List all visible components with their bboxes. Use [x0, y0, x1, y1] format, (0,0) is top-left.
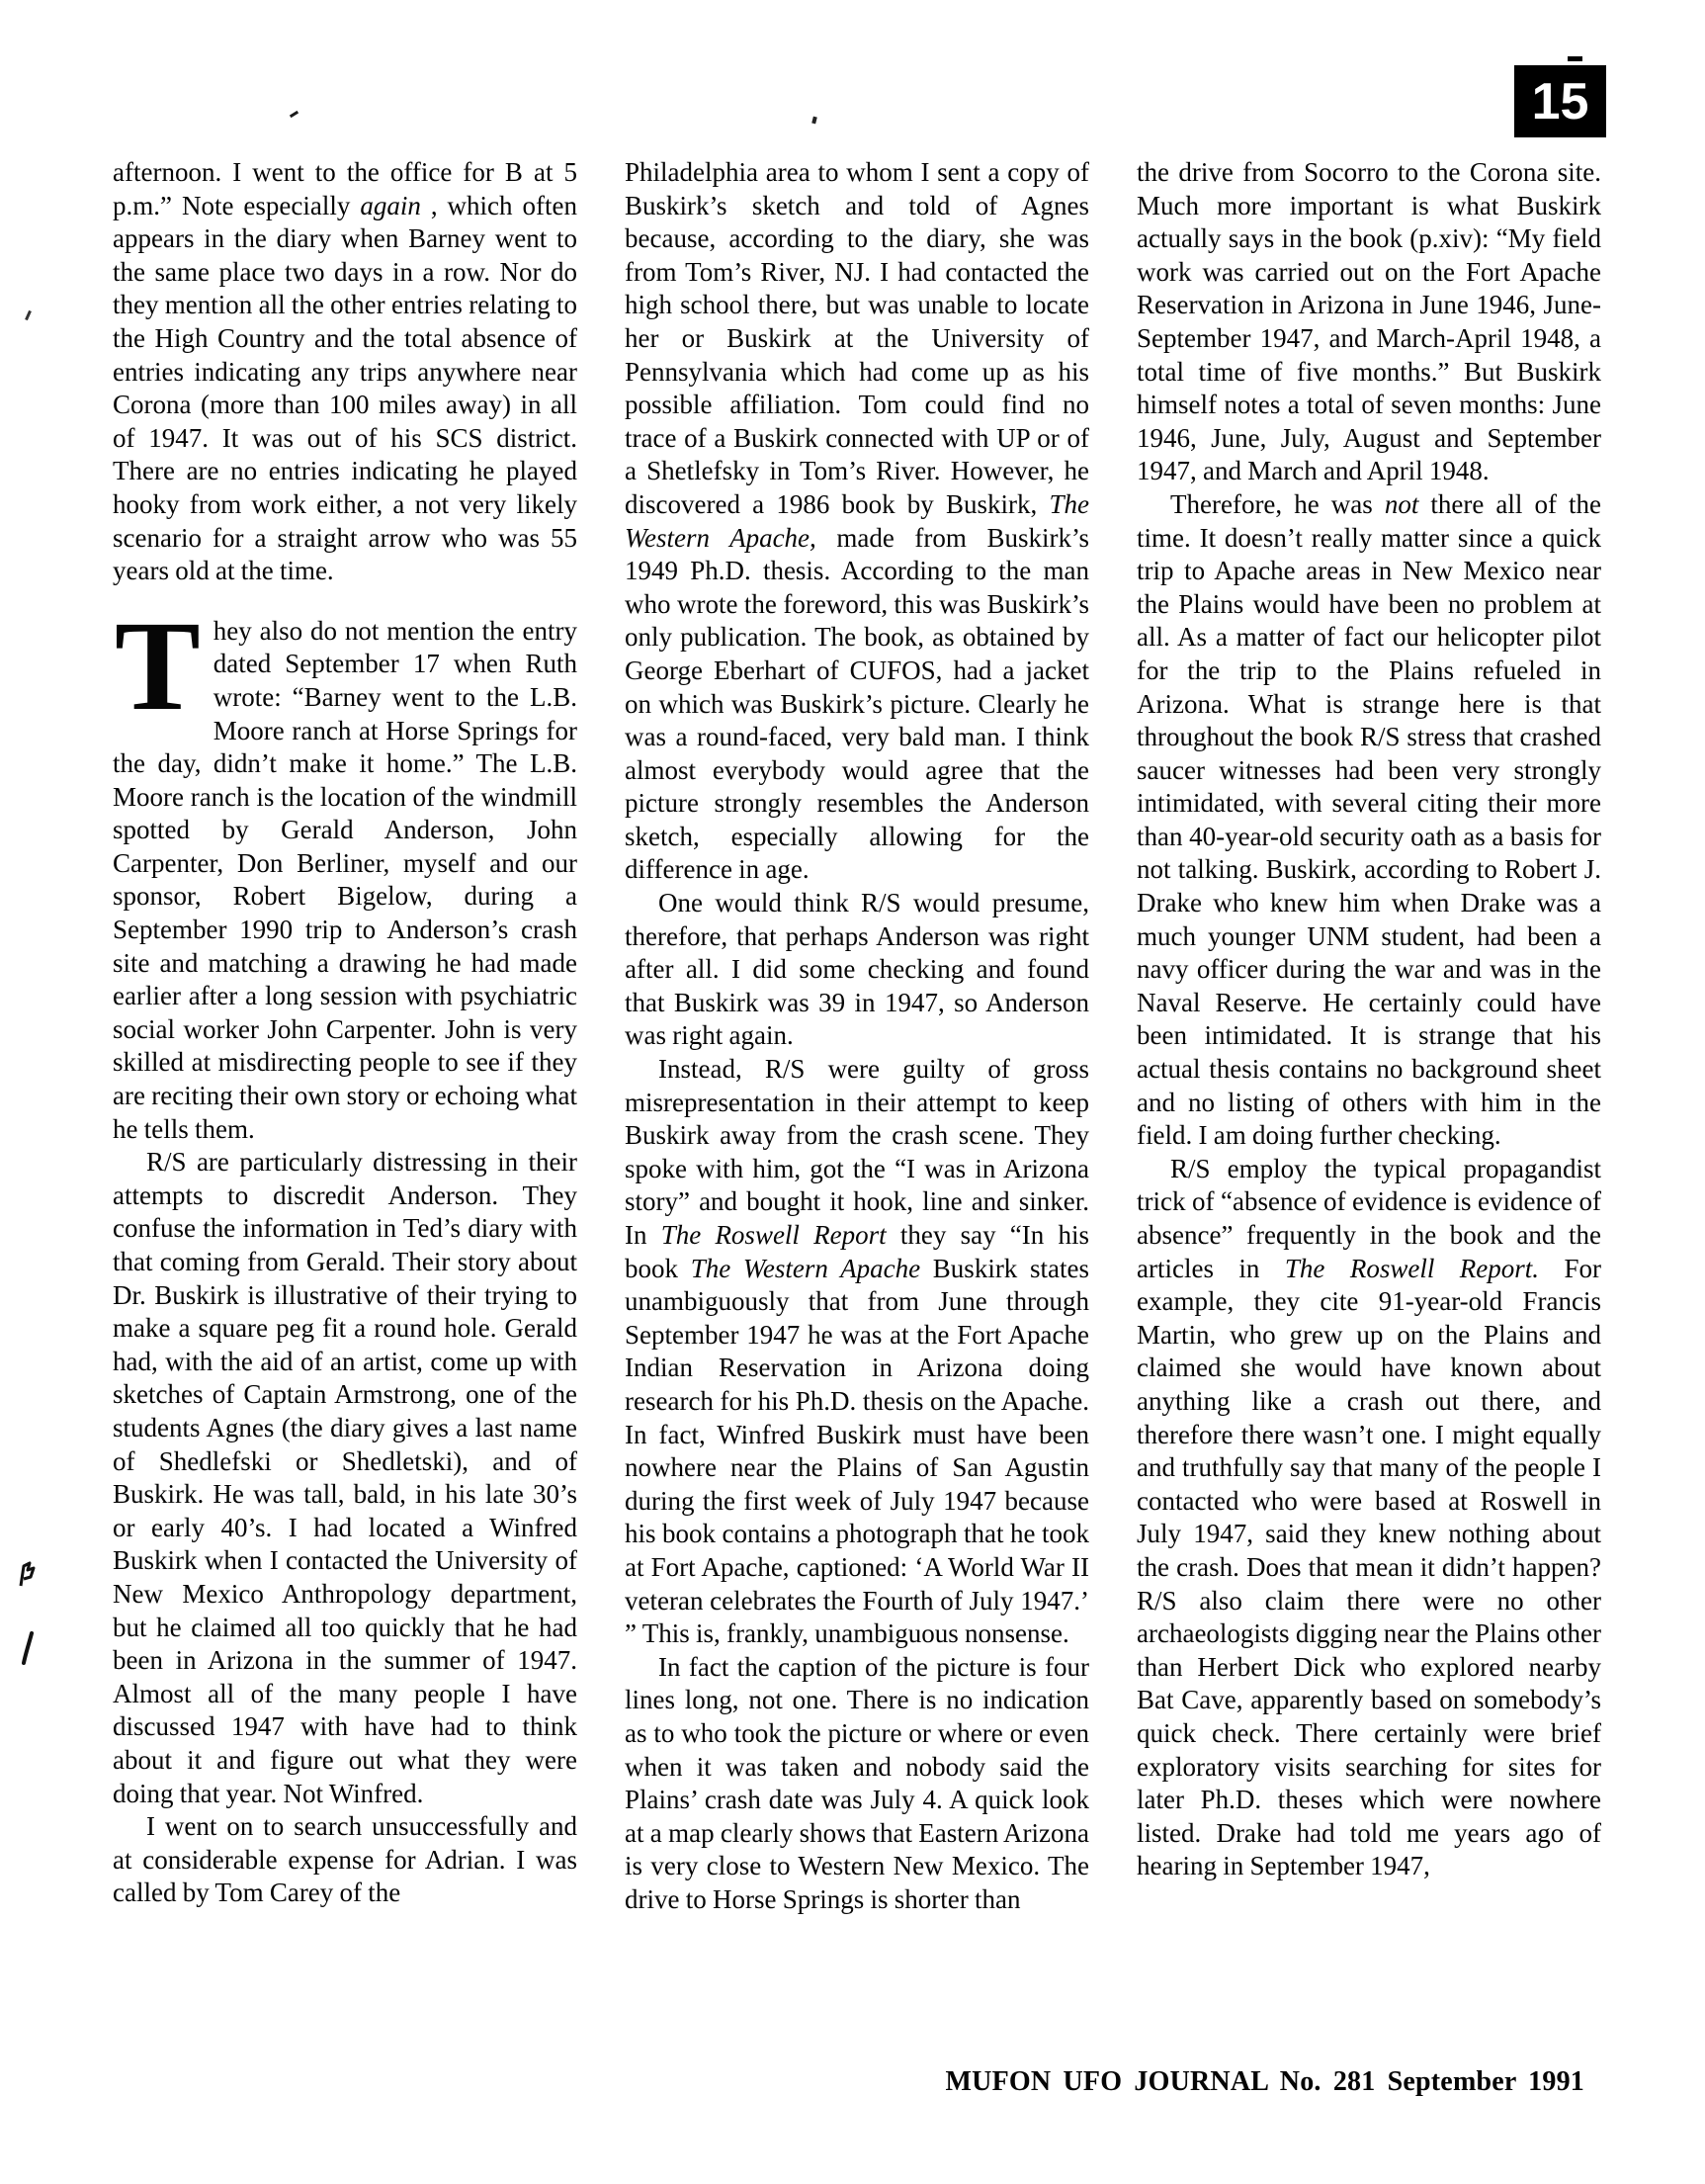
text-run: Instead, R/S were guilty of gross misrepresentation in their attempt to keep Buskirk away from the crash scene. They spoke with him, got the “I was in Arizona story” and bought it hook, line and sinker. In — [625, 1054, 1089, 1250]
text-run: R/S are particularly distressing in their attempts to discredit Anderson. They confuse the information in Ted’s diary with that coming from Gerald. Their story about Dr. Buskirk is illustrative of their trying to make a square peg fit a round hole. Gerald had, with the aid of an artist, come up with sketches of Captain Armstrong, one of the students Agnes (the diary gives a last name of Shedlefski or Shedletski), and of Buskirk. He was tall, bald, in his late 30’s or early 40’s. I had located a Winfred Buskirk when I contacted the University of New Mexico Anthropology department, but he claimed all too quickly that he had been in Arizona in the summer of 1947. Almost all of the many people I have discussed 1947 with have had to think about it and figure out what they were doing that year. Not Winfred. — [113, 1147, 577, 1808]
italic-text-run: again — [360, 190, 421, 220]
text-run: there all of the time. It doesn’t really matter since a quick trip to Apache areas in New Mexico near the Plains would have been no problem at all. As a matter of fact our helicopter pilot for the trip to the Plains refueled in Arizona. What is strange here is that throughout the book R/S stress that crashed saucer witnesses had been very strongly intimidated, with several citing their more than 40-year-old security oath as a basis for not talking. Buskirk, according to Robert J. Drake who knew him when Drake was a much younger UNM student, had been a navy officer during the war and was in the Naval Reserve. He certainly could have been intimidated. It is strange that his actual thesis contains no background sheet and no listing of others with him in the field. I am doing further checking. — [1137, 488, 1601, 1151]
page-number-badge — [1514, 65, 1606, 137]
text-run: Buskirk states unambiguously that from June through September 1947 he was at the Fort Apache Indian Reservation in Arizona doing research for his Ph.D. thesis on the Apache. In fact, Winfred Buskirk must have been nowhere near the Plains of San Agustin during the first week of July 1947 because his book contains a photograph that he took at Fort Apache, captioned: ‘A World War II veteran celebrates the Fourth of July 1947.’ ” This is, frankly, unambiguous nonsense. — [625, 1253, 1089, 1649]
text-run: hey also do not mention the entry dated September 17 when Ruth wrote: “Barney went to the L.B. Moore ranch at Horse Springs for the day, didn’t make it home.” The L.B. Moore ranch is the location of the windmill spotted by Gerald Anderson, John Carpenter, Don Berliner, myself and our sponsor, Robert Bigelow, during a September 1990 trip to Anderson’s crash site and matching a drawing he had made earlier after a long session with psychiatric social worker John Carpenter. John is very skilled at misdirecting people to see if they are reciting their own story or echoing what he tells them. — [113, 615, 577, 1144]
text-column-left — [113, 156, 577, 1910]
text-run: I went on to search unsuccessfully and at considerable expense for Adrian. I was called by Tom Carey of the — [113, 1811, 577, 1908]
paragraph — [625, 887, 1089, 1053]
scan-artifact-tick — [290, 111, 298, 118]
italic-text-run: not — [1384, 488, 1419, 519]
scan-artifact-speck — [25, 310, 32, 320]
scan-artifact-flag-mark — [16, 1560, 40, 1588]
text-run: One would think R/S would presume, therefore, that perhaps Anderson was right after all. I did some checking and found that Buskirk was 39 in 1947, so Anderson was right again. — [625, 888, 1089, 1051]
dropcap-letter: T — [115, 594, 201, 738]
italic-text-run: The Western Apache — [690, 1253, 921, 1283]
paragraph — [113, 594, 577, 1147]
text-run: In fact the caption of the picture is four lines long, not one. There is no indication as to who took the picture or where or even when it was taken and nobody said the Plains’ crash date was July 4. A quick look at a map clearly shows that Eastern Arizona is very close to Western New Mexico. The drive to Horse Springs is shorter than — [625, 1651, 1089, 1914]
text-run: R/S employ the typical propagandist trick of “absence of evidence is evidence of absence” frequently in the book and the articles in — [1137, 1153, 1601, 1283]
text-run: Philadelphia area to whom I sent a copy of Buskirk’s sketch and told of Agnes because, according to the diary, she was from Tom’s River, NJ. I had contacted the high school there, but was unable to locate her or Buskirk at the University of Pennsylvania which had come up as his possible affiliation. Tom could find no trace of a Buskirk connected with UP or of a Shetlefsky in Tom’s River. However, he discovered a 1986 book by Buskirk, — [625, 157, 1089, 519]
paragraph — [113, 156, 577, 588]
text-run: made from Buskirk’s 1949 Ph.D. thesis. According to the man who wrote the foreword, this was Buskirk’s only publication. The book, as obtained by George Eberhart of CUFOS, had a jacket on which was Buskirk’s picture. Clearly he was a round-faced, very bald man. I think almost everybody would agree that the picture strongly resembles the Anderson sketch, especially allowing for the difference in age. — [625, 522, 1089, 885]
scan-artifact-slash-mark — [20, 1631, 36, 1665]
italic-text-run: The Roswell Report. — [1284, 1253, 1540, 1283]
text-run: Therefore, he was — [1170, 488, 1385, 519]
scan-artifact-badge-dash — [1568, 56, 1582, 61]
paragraph — [1137, 1153, 1601, 1883]
paragraph — [625, 156, 1089, 887]
paragraph — [625, 1053, 1089, 1651]
paragraph — [113, 1810, 577, 1910]
article-body — [113, 156, 1601, 1916]
italic-text-run: The Roswell Report — [660, 1220, 887, 1250]
paragraph — [1137, 488, 1601, 1153]
journal-footer: MUFON UFO JOURNAL No. 281 September 1991 — [945, 2066, 1584, 2097]
paragraph — [1137, 156, 1601, 488]
scan-artifact-dot — [811, 117, 817, 125]
italic-text-run: The Western Apache, — [625, 488, 1089, 553]
text-run: they say “In his book — [625, 1220, 1090, 1283]
text-column-middle — [625, 156, 1089, 1916]
text-run: afternoon. I went to the office for B at 5 p.m.” Note especially — [113, 157, 577, 220]
text-run: , which often appears in the diary when Barney went to the same place two days in a row. Nor do they mention all the other entries relating to the High Country and the total absence of entries indicating any trips anywhere near Corona (more than 100 miles away) in all of 1947. It was out of his SCS district. There are no entries indicating he played hooky from work either, a not very likely scenario for a straight arrow who was 55 years old at the time. — [113, 190, 577, 586]
page-number: 15 — [1531, 72, 1589, 131]
paragraph — [113, 1146, 577, 1810]
text-column-right — [1137, 156, 1601, 1883]
text-run: For example, they cite 91-year-old Francis Martin, who grew up on the Plains and claimed she would have known about anything like a crash out there, and therefore there wasn’t one. I might equally and truthfully say that many of the people I contacted who were based at Roswell in July 1947, said they knew nothing about the crash. Does that mean it didn’t happen? R/S also claim there were no other archaeologists digging near the Plains other than Herbert Dick who explored nearby Bat Cave, apparently based on somebody’s quick check. There certainly were brief exploratory visits searching for sites for later Ph.D. theses which were nowhere listed. Drake had told me years ago of hearing in September 1947, — [1137, 1253, 1601, 1881]
text-run: the drive from Socorro to the Corona site. Much more important is what Buskirk actually says in the book (p.xiv): “My field work was carried out on the Fort Apache Reservation in Arizona in June 1946, June-September 1947, and March-April 1948, a total time of five months.” But Buskirk himself notes a total of seven months: June 1946, June, July, August and September 1947, and March and April 1948. — [1137, 157, 1601, 486]
paragraph — [625, 1651, 1089, 1917]
